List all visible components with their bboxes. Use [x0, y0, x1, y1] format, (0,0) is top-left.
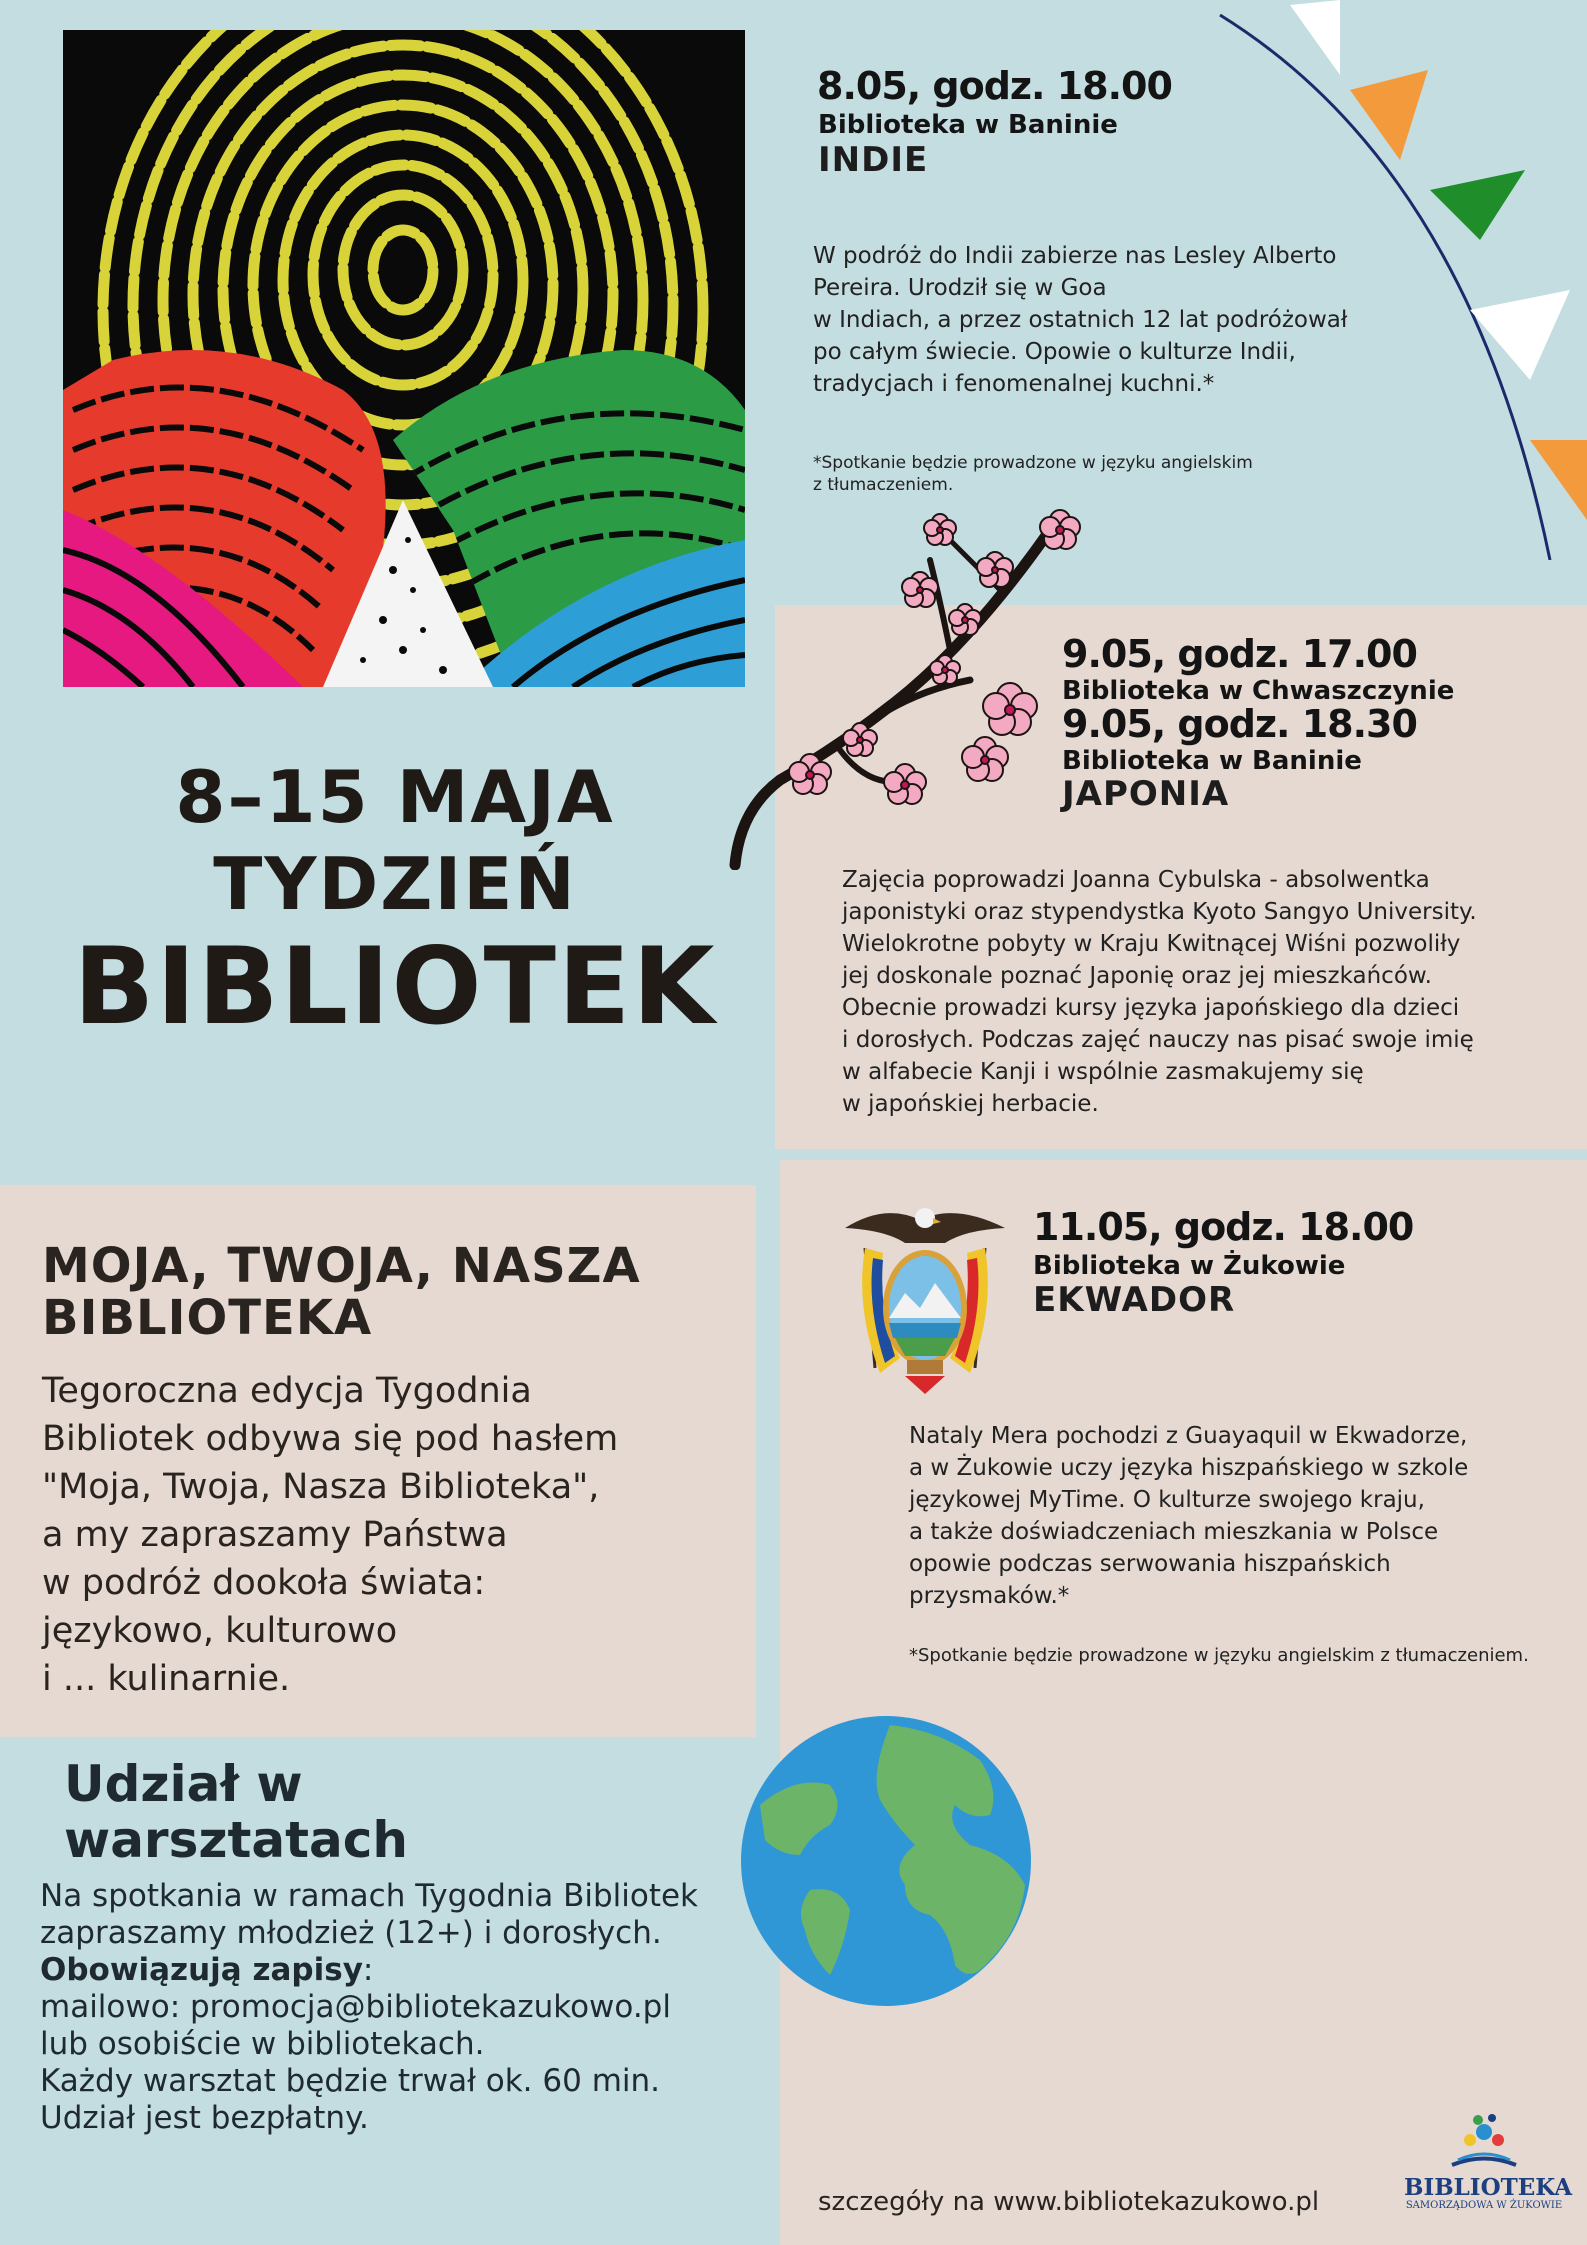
library-logo [1404, 2110, 1573, 2230]
event-japonia-venue-1: Biblioteka w Chwaszczynie [1062, 676, 1455, 706]
event-japonia-description: Zajęcia poprowadzi Joanna Cybulska - absolwentka japonistyki oraz stypendystka Kyoto Sangyo University. Wielokrotne pobyty w Kraju Kwitnącej Wiśni pozwoliły jej doskonale poznać Japonię oraz jej mieszkańców. Obecnie prowadzi kursy języka japońskiego dla dzieci i dorosłych. Podczas zajęć nauczy nas pisać swoje imię w alfabecie Kanji i wspólnie zasmakujemy się w japońskiej herbacie. [842, 867, 1477, 1117]
headline-bibliotek: BIBLIOTEK [73, 925, 717, 1048]
motto-title: MOJA, TWOJA, NASZA BIBLIOTEKA [42, 1238, 641, 1346]
fingerprint-artwork [63, 30, 745, 687]
event-indie-date: 8.05, godz. 18.00 [817, 64, 1172, 108]
headline-tydzien: TYDZIEŃ [213, 842, 577, 926]
headline-dates: 8–15 MAJA [175, 755, 615, 839]
library-logo-name: BIBLIOTEKA [1404, 2174, 1573, 2201]
event-indie-venue: Biblioteka w Baninie [818, 110, 1118, 140]
event-ekwador-venue: Biblioteka w Żukowie [1033, 1251, 1346, 1281]
event-indie-description: W podróż do Indii zabierze nas Lesley Alberto Pereira. Urodził się w Goa w Indiach, a przez ostatnich 12 lat podróżował po całym świecie. Opowie o kulturze Indii, tradycjach i fenomenalnej kuchni.* [813, 243, 1348, 397]
event-indie-country: INDIE [818, 140, 929, 180]
ecuador-coat-of-arms [845, 1198, 1005, 1394]
library-logo-sub: SAMORZĄDOWA W ŻUKOWIE [1405, 2200, 1563, 2211]
library-logo-icon [1444, 2110, 1524, 2172]
event-ekwador-note: *Spotkanie będzie prowadzone w języku angielskim z tłumaczeniem. [909, 1645, 1529, 1666]
participation-text: Na spotkania w ramach Tygodnia Bibliotek zapraszamy młodzież (12+) i dorosłych. Obowiązują zapisy: mailowo: promocja@bibliotekazukowo.pl lub osobiście w bibliotekach. Każdy warsztat będzie trwał ok. 60 min. Udział jest bezpłatny. [40, 1878, 699, 2136]
event-ekwador-date: 11.05, godz. 18.00 [1033, 1205, 1414, 1249]
event-japonia-date-2: 9.05, godz. 18.30 [1062, 702, 1417, 746]
event-japonia-venue-2: Biblioteka w Baninie [1062, 746, 1362, 776]
event-ekwador-country: EKWADOR [1033, 1280, 1236, 1320]
event-japonia-date-1: 9.05, godz. 17.00 [1062, 632, 1417, 676]
footer-details: szczegóły na www.bibliotekazukowo.pl [818, 2187, 1320, 2217]
event-japonia-country: JAPONIA [1062, 774, 1230, 814]
participation-title: Udział w warsztatach [64, 1755, 408, 1869]
cherry-blossom-branch [720, 490, 1100, 870]
event-ekwador-description: Nataly Mera pochodzi z Guayaquil w Ekwadorze, a w Żukowie uczy języka hiszpańskiego w szkole językowej MyTime. O kulturze swojego kraju, a także doświadczeniach mieszkania w Polsce opowie podczas serwowania hiszpańskich przysmaków.* [909, 1423, 1469, 1609]
motto-text: Tegoroczna edycja Tygodnia Bibliotek odbywa się pod hasłem "Moja, Twoja, Nasza Biblioteka", a my zapraszamy Państwa w podróż dookoła świata: językowo, kulturowo i ... kulinarnie. [42, 1371, 619, 1699]
event-indie-note: *Spotkanie będzie prowadzone w języku angielskim z tłumaczeniem. [813, 453, 1253, 495]
globe-icon [740, 1715, 1033, 2008]
